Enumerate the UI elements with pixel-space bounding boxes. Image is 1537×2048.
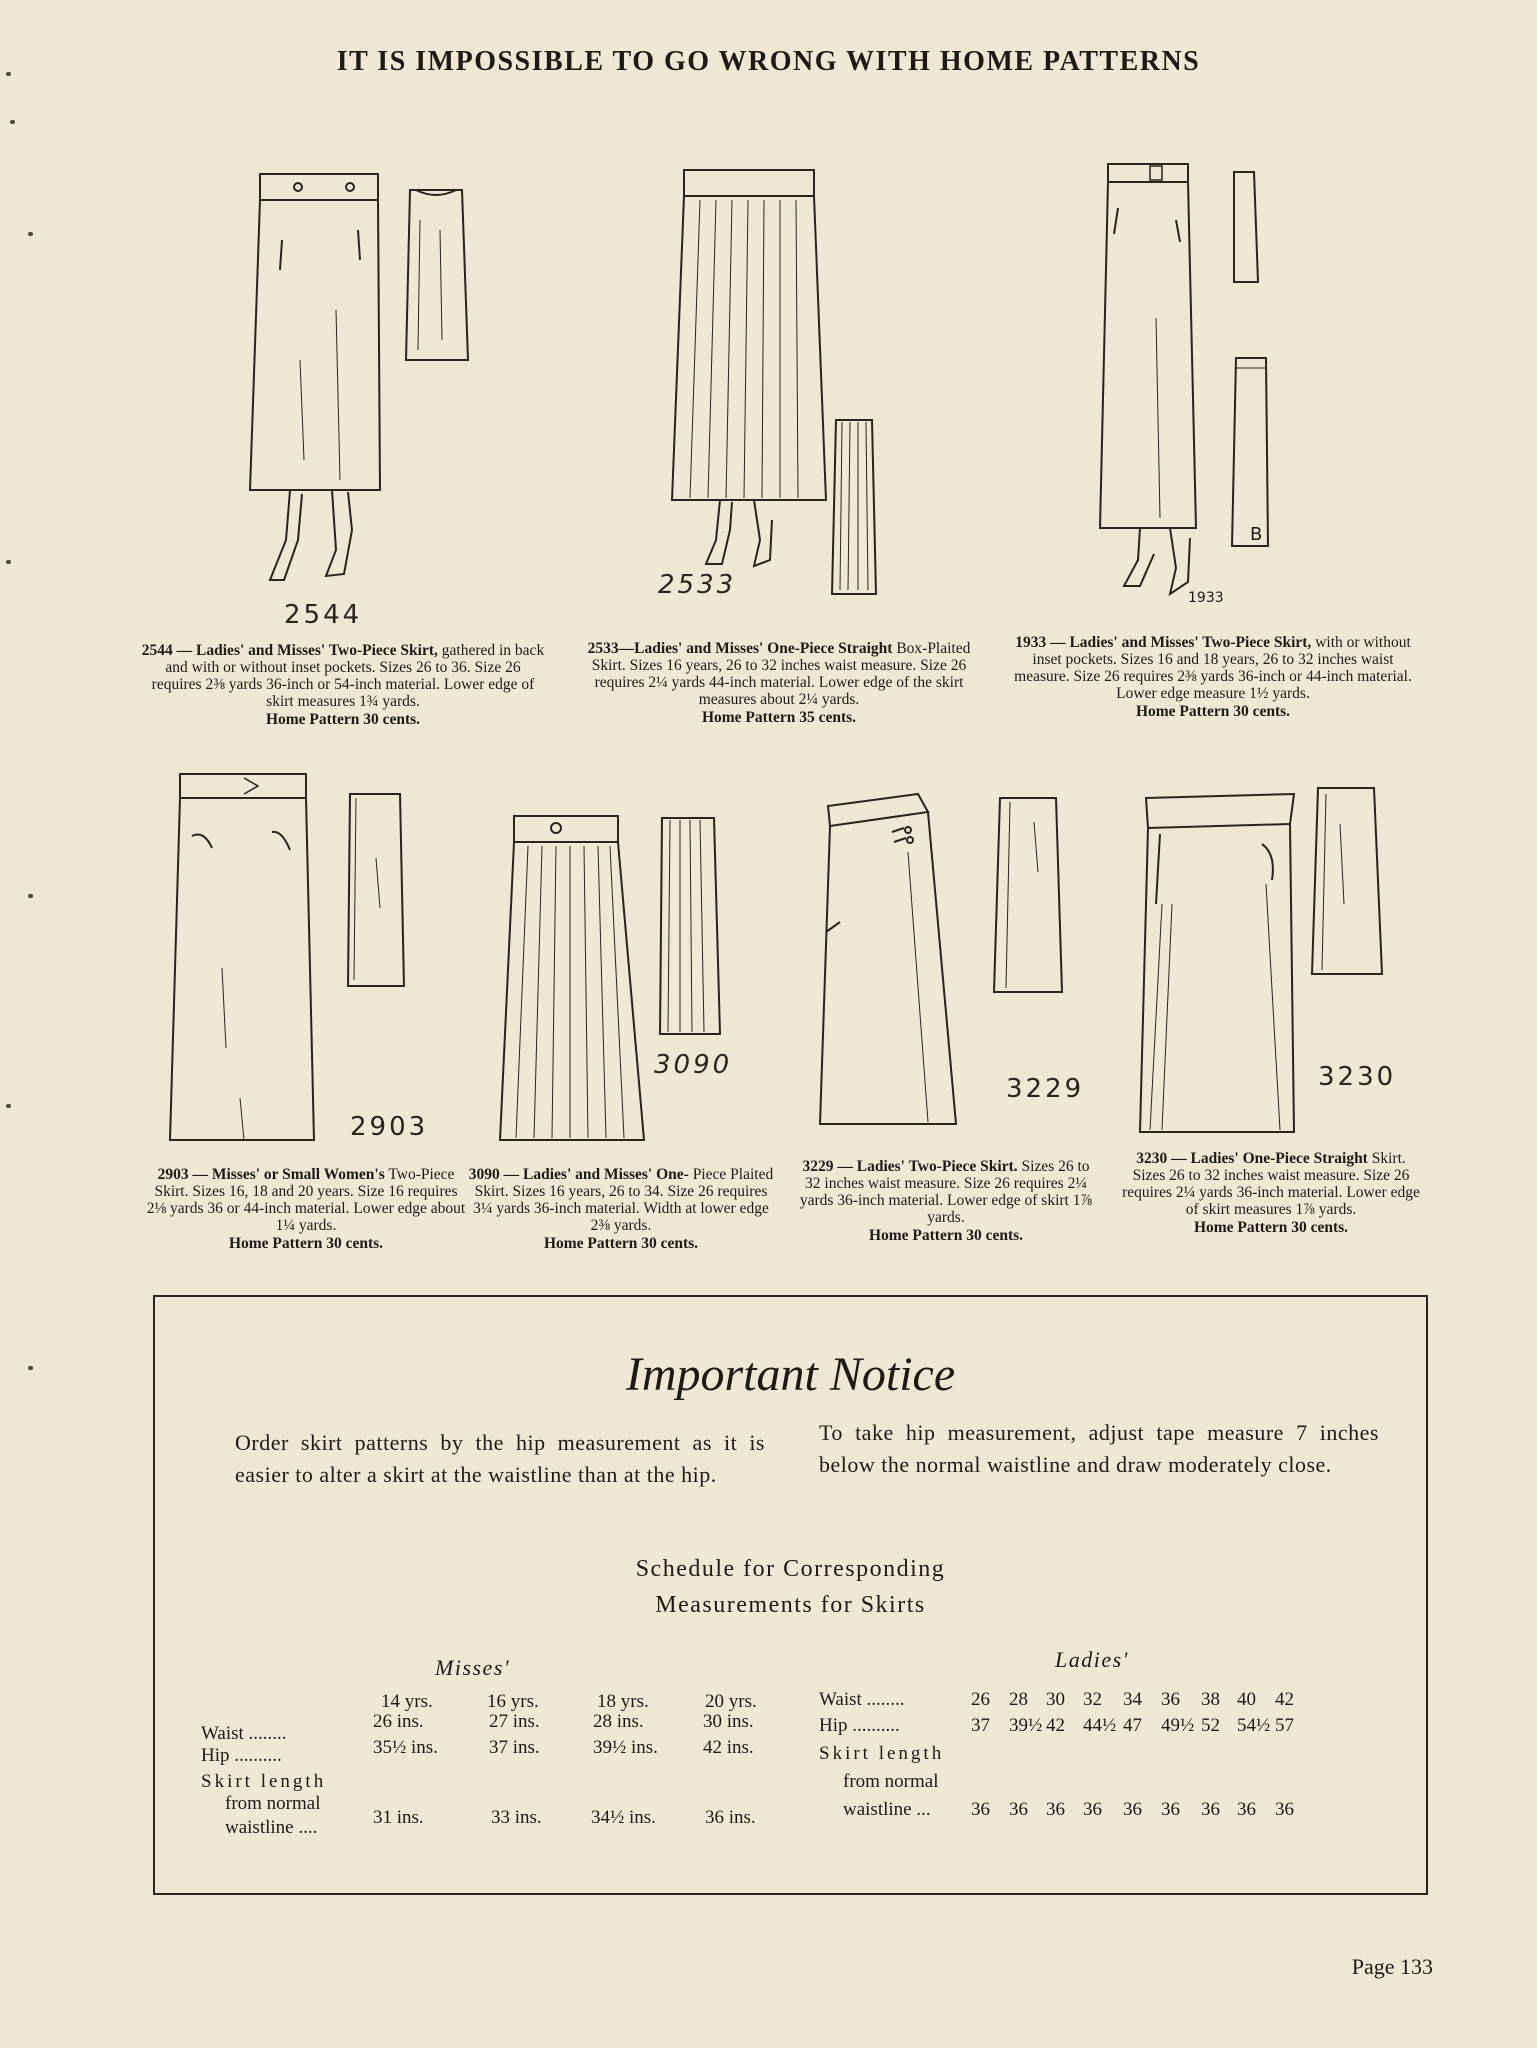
misses-waist-label: Waist ........ xyxy=(201,1723,287,1744)
misses-hip-value: 42 ins. xyxy=(703,1737,754,1758)
ladies-waist-value: 34 xyxy=(1123,1689,1142,1710)
pattern-price: Home Pattern 35 cents. xyxy=(701,709,857,726)
pattern-price: Home Pattern 30 cents. xyxy=(228,1235,384,1252)
misses-age: 20 yrs. xyxy=(705,1691,757,1712)
notice-left-paragraph: Order skirt patterns by the hip measurement as it is easier to alter a skirt at the waistline than at the hip. xyxy=(235,1430,765,1487)
ladies-length-value: 36 xyxy=(1009,1799,1028,1820)
ladies-length-value: 36 xyxy=(1201,1799,1220,1820)
ladies-waist-value: 30 xyxy=(1046,1689,1065,1710)
schedule-heading xyxy=(155,1551,1426,1623)
ladies-hip-value: 42 xyxy=(1046,1715,1065,1736)
ladies-length-label-2: from normal xyxy=(843,1771,939,1792)
skirt-1933-illustration xyxy=(1096,158,1296,618)
misses-hip-label: Hip .......... xyxy=(201,1745,282,1766)
misses-length-value: 31 ins. xyxy=(373,1807,424,1828)
pattern-number-2544: 2544 xyxy=(284,600,363,630)
pattern-description-1933 xyxy=(1010,634,1416,720)
ladies-hip-value: 47 xyxy=(1123,1715,1142,1736)
pattern-number-3090: 3090 xyxy=(654,1050,733,1080)
ladies-hip-value: 49½ xyxy=(1161,1715,1195,1736)
pattern-body: Box-Plaited Skirt. Sizes 16 years, 26 to 32 inches waist measure. Size 26 requires 2¼ yards 44-inch material. Lower edge of the skirt measures about 2¼ yards. xyxy=(591,640,971,708)
ladies-length-value: 36 xyxy=(1083,1799,1102,1820)
ladies-label: Ladies' xyxy=(1055,1647,1129,1672)
pattern-price: Home Pattern 30 cents. xyxy=(543,1235,699,1252)
ladies-length-value: 36 xyxy=(1275,1799,1294,1820)
ladies-hip-value: 37 xyxy=(971,1715,990,1736)
misses-length-label-3: waistline .... xyxy=(225,1817,318,1838)
ladies-waist-value: 42 xyxy=(1275,1689,1294,1710)
ladies-waist-value: 26 xyxy=(971,1689,990,1710)
pattern-body: Sizes 26 to 32 inches waist measure. Size 26 requires 2¼ yards 36-inch material. Lower edge of skirt 1⅞ yards. xyxy=(799,1158,1093,1226)
ladies-waist-value: 28 xyxy=(1009,1689,1028,1710)
skirt-2903-illustration xyxy=(160,768,430,1148)
misses-length-value: 36 ins. xyxy=(705,1807,756,1828)
ladies-waist-value: 40 xyxy=(1237,1689,1256,1710)
misses-label: Misses' xyxy=(435,1655,511,1680)
pattern-title: 2544 — Ladies' and Misses' Two-Piece Skirt, xyxy=(141,642,438,659)
ladies-length-value: 36 xyxy=(1046,1799,1065,1820)
misses-length-label-1: Skirt length xyxy=(201,1771,327,1792)
schedule-heading-line-2: Measurements for Skirts xyxy=(655,1592,926,1618)
skirt-2544-illustration xyxy=(240,160,480,620)
misses-waist-value: 28 ins. xyxy=(593,1711,644,1732)
pattern-description-2903 xyxy=(143,1166,469,1252)
pattern-price: Home Pattern 30 cents. xyxy=(1135,703,1291,720)
ladies-hip-value: 57 xyxy=(1275,1715,1294,1736)
pattern-title: 3090 — Ladies' and Misses' One- xyxy=(468,1166,689,1183)
pattern-title: 3229 — Ladies' Two-Piece Skirt. xyxy=(802,1158,1018,1175)
pattern-title: 3230 — Ladies' One-Piece Straight xyxy=(1136,1150,1368,1167)
edge-mark xyxy=(6,72,11,76)
ladies-waist-value: 36 xyxy=(1161,1689,1180,1710)
pattern-price: Home Pattern 30 cents. xyxy=(1193,1219,1349,1236)
pattern-title: 1933 — Ladies' and Misses' Two-Piece Skirt, xyxy=(1015,634,1312,651)
ladies-waist-value: 38 xyxy=(1201,1689,1220,1710)
schedule-heading-line-1: Schedule for Corresponding xyxy=(635,1556,946,1582)
ladies-length-value: 36 xyxy=(1237,1799,1256,1820)
pattern-number-3230: 3230 xyxy=(1318,1062,1397,1092)
pattern-description-3229 xyxy=(796,1158,1096,1244)
page-number: Page 133 xyxy=(1351,1954,1433,1979)
ladies-length-label-3: waistline ... xyxy=(843,1799,931,1820)
ladies-hip-value: 52 xyxy=(1201,1715,1220,1736)
ladies-length-value: 36 xyxy=(1161,1799,1180,1820)
ladies-length-value: 36 xyxy=(971,1799,990,1820)
pattern-body: Skirt. Sizes 26 to 32 inches waist measure. Size 26 requires 2¼ yards 36-inch material. Lower edge of skirt measures 1⅞ yards. xyxy=(1122,1150,1420,1218)
pattern-title: 2533—Ladies' and Misses' One-Piece Straight xyxy=(587,640,893,657)
misses-hip-value: 39½ ins. xyxy=(593,1737,658,1758)
misses-waist-value: 30 ins. xyxy=(703,1711,754,1732)
edge-mark xyxy=(28,1366,33,1370)
notice-right-paragraph: To take hip measurement, adjust tape measure 7 inches below the normal waistline and draw moderately close. xyxy=(819,1420,1379,1477)
pattern-body: Two-Piece Skirt. Sizes 16, 18 and 20 years. Size 16 requires 2⅛ yards 36 or 44-inch material. Lower edge about 1¼ yards. xyxy=(146,1166,466,1234)
ladies-hip-value: 44½ xyxy=(1083,1715,1117,1736)
pattern-body: gathered in back and with or without inset pockets. Sizes 26 to 36. Size 26 requires 2⅜ yards 36-inch or 54-inch material. Lower edge of skirt measures 1¾ yards. xyxy=(151,642,545,710)
pattern-description-3090 xyxy=(466,1166,776,1252)
misses-length-value: 34½ ins. xyxy=(591,1807,656,1828)
misses-waist-value: 27 ins. xyxy=(489,1711,540,1732)
pattern-number-2533: 2533 xyxy=(658,570,737,600)
edge-mark xyxy=(10,120,15,124)
pattern-price: Home Pattern 30 cents. xyxy=(868,1227,1024,1244)
pattern-description-2533 xyxy=(576,640,982,726)
misses-hip-value: 35½ ins. xyxy=(373,1737,438,1758)
ladies-length-label-1: Skirt length xyxy=(819,1743,945,1764)
misses-age: 18 yrs. xyxy=(597,1691,649,1712)
edge-mark xyxy=(28,232,33,236)
ladies-hip-value: 39½ xyxy=(1009,1715,1043,1736)
pattern-number-3229: 3229 xyxy=(1006,1074,1085,1104)
ladies-hip-label: Hip .......... xyxy=(819,1715,900,1736)
misses-waist-value: 26 ins. xyxy=(373,1711,424,1732)
ladies-hip-value: 54½ xyxy=(1237,1715,1271,1736)
pattern-description-3230 xyxy=(1118,1150,1424,1236)
edge-mark xyxy=(28,894,33,898)
edge-mark xyxy=(6,1104,11,1108)
illustration-mark-1933: 1933 xyxy=(1188,590,1224,606)
misses-age: 14 yrs. xyxy=(381,1691,433,1712)
misses-hip-value: 37 ins. xyxy=(489,1737,540,1758)
misses-length-label-2: from normal xyxy=(225,1793,321,1814)
ladies-waist-value: 32 xyxy=(1083,1689,1102,1710)
pattern-body: with or without inset pockets. Sizes 16 and 18 years, 26 to 32 inches waist measure. Size 26 requires 2⅜ yards 36-inch or 44-inch material. Lower edge measure 1½ yards. xyxy=(1014,634,1412,702)
illustration-mark-b: B xyxy=(1250,524,1263,545)
pattern-price: Home Pattern 30 cents. xyxy=(265,711,421,728)
pattern-title: 2903 — Misses' or Small Women's xyxy=(157,1166,385,1183)
notice-title: Important Notice xyxy=(625,1348,956,1401)
important-notice-box xyxy=(153,1295,1428,1895)
misses-length-value: 33 ins. xyxy=(491,1807,542,1828)
pattern-description-2544 xyxy=(140,642,546,728)
misses-age: 16 yrs. xyxy=(487,1691,539,1712)
pattern-number-2903: 2903 xyxy=(350,1112,429,1142)
edge-mark xyxy=(6,560,11,564)
skirt-2533-illustration xyxy=(650,160,910,620)
skirt-3090-illustration xyxy=(492,812,742,1152)
pattern-body: Piece Plaited Skirt. Sizes 16 years, 26 to 34. Size 26 requires 3¼ yards 36-inch material. Width at lower edge 2⅜ yards. xyxy=(473,1166,774,1234)
ladies-waist-label: Waist ........ xyxy=(819,1689,905,1710)
ladies-length-value: 36 xyxy=(1123,1799,1142,1820)
page-headline: IT IS IMPOSSIBLE TO GO WRONG WITH HOME PATTERNS xyxy=(336,46,1201,77)
